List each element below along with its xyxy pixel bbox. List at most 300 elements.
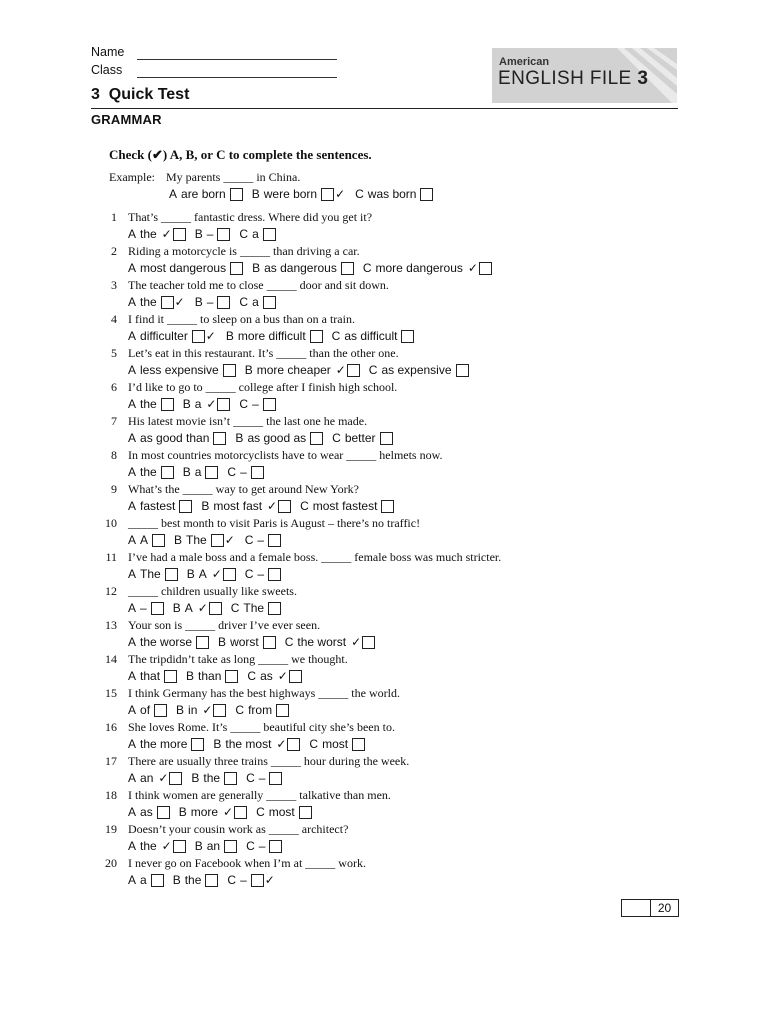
option-a[interactable] bbox=[128, 397, 174, 411]
option-text: as dangerous bbox=[264, 261, 337, 275]
answer-checkbox[interactable] bbox=[321, 188, 334, 201]
answer-checkbox[interactable] bbox=[225, 670, 238, 683]
option-a[interactable] bbox=[169, 187, 243, 201]
option-text: most fast bbox=[213, 499, 263, 513]
question-number: 3 bbox=[111, 278, 117, 292]
option-letter: C bbox=[246, 839, 255, 853]
logo-title-text: ENGLISH FILE bbox=[498, 68, 632, 89]
question-options bbox=[128, 873, 285, 887]
option-letter: B bbox=[251, 187, 260, 201]
option-letter: A bbox=[128, 363, 137, 377]
option-a[interactable] bbox=[128, 363, 236, 377]
option-a[interactable] bbox=[128, 499, 192, 513]
option-c[interactable] bbox=[309, 737, 365, 751]
question-sentence: That’s _____ fantastic dress. Where did you get it? bbox=[128, 210, 373, 224]
option-letter: A bbox=[128, 533, 137, 547]
question-sentence: Riding a motorcycle is _____ than driving a car. bbox=[128, 244, 360, 258]
option-text: most bbox=[322, 737, 349, 751]
option-a[interactable] bbox=[128, 465, 174, 479]
question-number: 9 bbox=[111, 482, 117, 496]
option-c[interactable] bbox=[231, 601, 281, 615]
answer-checkbox[interactable] bbox=[217, 296, 230, 309]
answer-checkbox[interactable] bbox=[420, 188, 433, 201]
answer-checkbox[interactable] bbox=[217, 228, 230, 241]
question-number: 20 bbox=[105, 856, 117, 870]
answer-checkbox[interactable] bbox=[209, 602, 222, 615]
option-letter: B bbox=[172, 601, 181, 615]
option-letter: A bbox=[128, 397, 137, 411]
option-a[interactable] bbox=[128, 805, 170, 819]
option-letter: B bbox=[174, 533, 183, 547]
option-b[interactable] bbox=[252, 187, 346, 201]
question-number: 8 bbox=[111, 448, 117, 462]
option-letter: C bbox=[244, 533, 254, 547]
option-text: – bbox=[240, 873, 247, 887]
option-b[interactable] bbox=[245, 363, 360, 377]
option-letter: C bbox=[239, 227, 249, 241]
logo-subtitle: American bbox=[499, 56, 550, 68]
option-text: a bbox=[252, 295, 259, 309]
score-input[interactable] bbox=[622, 900, 651, 916]
question-options bbox=[128, 635, 384, 649]
question-options bbox=[128, 227, 285, 241]
option-c[interactable] bbox=[369, 363, 469, 377]
answer-checkbox[interactable] bbox=[352, 738, 365, 751]
answer-checkbox[interactable] bbox=[154, 704, 167, 717]
option-b[interactable] bbox=[191, 771, 237, 785]
option-letter: A bbox=[128, 601, 137, 615]
check-mark-icon: ✓ bbox=[202, 703, 213, 717]
check-mark-icon: ✓ bbox=[161, 839, 172, 853]
option-text: were born bbox=[263, 187, 318, 201]
name-label: Name bbox=[91, 45, 125, 59]
option-a[interactable] bbox=[128, 771, 182, 785]
option-letter: A bbox=[128, 873, 137, 887]
question-sentence: His latest movie isn’t _____ the last one he made. bbox=[128, 414, 368, 428]
option-b[interactable] bbox=[195, 295, 231, 309]
option-letter: C bbox=[230, 601, 240, 615]
question-number: 19 bbox=[105, 822, 117, 836]
answer-checkbox[interactable] bbox=[165, 568, 178, 581]
option-letter: B bbox=[252, 261, 261, 275]
answer-checkbox[interactable] bbox=[213, 432, 226, 445]
question-number: 4 bbox=[111, 312, 117, 326]
option-b[interactable] bbox=[173, 873, 219, 887]
answer-checkbox[interactable] bbox=[278, 500, 291, 513]
option-text: was born bbox=[367, 187, 417, 201]
option-a[interactable] bbox=[128, 635, 209, 649]
question-sentence: In most countries motorcyclists have to wear _____ helmets now. bbox=[128, 448, 443, 462]
option-a[interactable] bbox=[128, 431, 226, 445]
option-b[interactable] bbox=[183, 397, 231, 411]
answer-checkbox[interactable] bbox=[213, 704, 226, 717]
option-text: most fastest bbox=[312, 499, 378, 513]
option-letter: A bbox=[128, 703, 137, 717]
answer-checkbox[interactable] bbox=[173, 228, 186, 241]
option-b[interactable] bbox=[186, 669, 238, 683]
question-options bbox=[128, 363, 478, 377]
option-letter: C bbox=[256, 805, 265, 819]
option-letter: A bbox=[128, 227, 137, 241]
option-text: a bbox=[194, 465, 202, 479]
answer-checkbox[interactable] bbox=[268, 602, 281, 615]
option-b[interactable] bbox=[252, 261, 354, 275]
check-mark-icon: ✓ bbox=[206, 397, 217, 411]
option-text: more difficult bbox=[237, 329, 306, 343]
option-a[interactable] bbox=[128, 567, 178, 581]
option-text: the most bbox=[225, 737, 272, 751]
option-letter: C bbox=[227, 873, 237, 887]
option-letter: B bbox=[178, 805, 187, 819]
check-mark-icon: ✓ bbox=[264, 873, 275, 887]
answer-checkbox[interactable] bbox=[310, 432, 323, 445]
check-mark-icon: ✓ bbox=[223, 805, 234, 819]
question-sentence: I’d like to go to _____ college after I finish high school. bbox=[128, 380, 398, 394]
option-b[interactable] bbox=[174, 533, 236, 547]
option-c[interactable] bbox=[227, 873, 275, 887]
option-c[interactable] bbox=[246, 771, 282, 785]
option-text: the bbox=[140, 839, 157, 853]
option-letter: B bbox=[213, 737, 222, 751]
answer-checkbox[interactable] bbox=[276, 704, 289, 717]
question-sentence: She loves Rome. It’s _____ beautiful city she’s been to. bbox=[128, 720, 395, 734]
option-text: of bbox=[140, 703, 151, 717]
question-options bbox=[128, 601, 290, 615]
option-a[interactable] bbox=[128, 227, 186, 241]
question-number: 11 bbox=[105, 550, 117, 564]
option-text: – bbox=[140, 601, 147, 615]
answer-checkbox[interactable] bbox=[347, 364, 360, 377]
option-letter: C bbox=[244, 567, 254, 581]
option-text: A bbox=[184, 601, 193, 615]
option-text: the bbox=[203, 771, 221, 785]
option-c[interactable] bbox=[256, 805, 312, 819]
option-text: most dangerous bbox=[140, 261, 227, 275]
option-c[interactable] bbox=[235, 703, 289, 717]
answer-checkbox[interactable] bbox=[269, 840, 282, 853]
option-letter: C bbox=[355, 187, 364, 201]
check-mark-icon: ✓ bbox=[276, 737, 287, 751]
answer-checkbox[interactable] bbox=[230, 188, 243, 201]
option-c[interactable] bbox=[332, 329, 415, 343]
answer-checkbox[interactable] bbox=[152, 534, 165, 547]
question-number: 18 bbox=[105, 788, 117, 802]
answer-checkbox[interactable] bbox=[169, 772, 182, 785]
option-text: – bbox=[258, 839, 266, 853]
option-b[interactable] bbox=[226, 329, 323, 343]
answer-checkbox[interactable] bbox=[269, 772, 282, 785]
option-letter: C bbox=[235, 703, 245, 717]
option-text: in bbox=[188, 703, 198, 717]
option-text: – bbox=[240, 465, 247, 479]
question-sentence: There are usually three trains _____ hour during the week. bbox=[128, 754, 410, 768]
answer-checkbox[interactable] bbox=[251, 874, 264, 887]
option-c[interactable] bbox=[245, 567, 281, 581]
answer-checkbox[interactable] bbox=[263, 398, 276, 411]
answer-checkbox[interactable] bbox=[205, 874, 218, 887]
answer-checkbox[interactable] bbox=[151, 874, 164, 887]
option-c[interactable] bbox=[355, 187, 433, 201]
option-letter: A bbox=[128, 261, 137, 275]
option-text: as expensive bbox=[381, 363, 452, 377]
option-text: the bbox=[140, 295, 157, 309]
question-sentence: What’s the _____ way to get around New York? bbox=[128, 482, 359, 496]
question-number: 14 bbox=[105, 652, 117, 666]
option-letter: B bbox=[182, 397, 191, 411]
answer-checkbox[interactable] bbox=[381, 500, 394, 513]
option-a[interactable] bbox=[128, 703, 167, 717]
name-field[interactable] bbox=[137, 59, 337, 60]
option-a[interactable] bbox=[128, 873, 164, 887]
check-mark-icon: ✓ bbox=[335, 363, 346, 377]
option-letter: B bbox=[194, 839, 203, 853]
option-a[interactable] bbox=[128, 533, 165, 547]
question-options bbox=[128, 465, 273, 479]
question-options bbox=[128, 431, 402, 445]
question-sentence: I think Germany has the best highways _____ the world. bbox=[128, 686, 400, 700]
option-letter: A bbox=[128, 567, 137, 581]
option-b[interactable] bbox=[179, 805, 247, 819]
answer-checkbox[interactable] bbox=[217, 398, 230, 411]
answer-checkbox[interactable] bbox=[157, 806, 170, 819]
option-letter: B bbox=[201, 499, 210, 513]
option-a[interactable] bbox=[128, 839, 186, 853]
question-sentence: Let’s eat in this restaurant. It’s _____ than the other one. bbox=[128, 346, 399, 360]
answer-checkbox[interactable] bbox=[205, 466, 218, 479]
option-letter: B bbox=[182, 465, 191, 479]
option-c[interactable] bbox=[239, 227, 275, 241]
answer-checkbox[interactable] bbox=[380, 432, 393, 445]
answer-checkbox[interactable] bbox=[223, 568, 236, 581]
option-text: as bbox=[140, 805, 153, 819]
logo-level-number: 3 bbox=[637, 68, 649, 89]
instructions: Check (✔) A, B, or C to complete the sentences. bbox=[109, 147, 372, 162]
option-b[interactable] bbox=[213, 737, 300, 751]
class-label: Class bbox=[91, 63, 123, 77]
option-text: as bbox=[260, 669, 273, 683]
option-letter: C bbox=[300, 499, 309, 513]
answer-checkbox[interactable] bbox=[479, 262, 492, 275]
answer-checkbox[interactable] bbox=[173, 840, 186, 853]
option-text: an bbox=[140, 771, 154, 785]
option-letter: C bbox=[246, 771, 255, 785]
answer-checkbox[interactable] bbox=[289, 670, 302, 683]
american-english-file-logo bbox=[492, 48, 677, 103]
check-mark-icon: ✓ bbox=[277, 669, 288, 683]
answer-checkbox[interactable] bbox=[161, 466, 174, 479]
answer-checkbox[interactable] bbox=[251, 466, 264, 479]
option-text: more bbox=[190, 805, 219, 819]
page-title: 3 Quick Test bbox=[91, 86, 190, 103]
answer-checkbox[interactable] bbox=[151, 602, 164, 615]
question-options bbox=[128, 397, 285, 411]
answer-checkbox[interactable] bbox=[191, 738, 204, 751]
option-b[interactable] bbox=[195, 839, 237, 853]
question-number: 16 bbox=[105, 720, 117, 734]
answer-checkbox[interactable] bbox=[287, 738, 300, 751]
option-letter: C bbox=[239, 397, 249, 411]
option-a[interactable] bbox=[128, 737, 204, 751]
answer-checkbox[interactable] bbox=[196, 636, 209, 649]
question-number: 7 bbox=[111, 414, 117, 428]
option-text: – bbox=[252, 397, 259, 411]
question-number: 1 bbox=[111, 210, 117, 224]
option-c[interactable] bbox=[285, 635, 375, 649]
answer-checkbox[interactable] bbox=[268, 534, 281, 547]
check-mark-icon: ✓ bbox=[161, 227, 172, 241]
option-a[interactable] bbox=[128, 329, 217, 343]
answer-checkbox[interactable] bbox=[362, 636, 375, 649]
option-a[interactable] bbox=[128, 295, 186, 309]
option-letter: C bbox=[227, 465, 237, 479]
option-text: are born bbox=[181, 187, 226, 201]
option-text: the bbox=[140, 227, 157, 241]
option-a[interactable] bbox=[128, 261, 243, 275]
question-sentence: Doesn’t your cousin work as _____ architect? bbox=[128, 822, 349, 836]
option-text: as good than bbox=[140, 431, 210, 445]
answer-checkbox[interactable] bbox=[299, 806, 312, 819]
option-text: A bbox=[198, 567, 207, 581]
answer-checkbox[interactable] bbox=[223, 364, 236, 377]
option-letter: C bbox=[362, 261, 372, 275]
question-sentence: I’ve had a male boss and a female boss. _____ female boss was much stricter. bbox=[128, 550, 502, 564]
class-field[interactable] bbox=[137, 77, 337, 78]
option-text: as good as bbox=[247, 431, 307, 445]
answer-checkbox[interactable] bbox=[263, 228, 276, 241]
answer-checkbox[interactable] bbox=[268, 568, 281, 581]
answer-checkbox[interactable] bbox=[224, 772, 237, 785]
answer-checkbox[interactable] bbox=[164, 670, 177, 683]
check-mark-icon: ✓ bbox=[267, 499, 278, 513]
option-text: the worst bbox=[297, 635, 347, 649]
option-b[interactable] bbox=[195, 227, 231, 241]
option-letter: B bbox=[186, 669, 195, 683]
option-text: as difficult bbox=[344, 329, 398, 343]
option-text: the worse bbox=[140, 635, 193, 649]
option-b[interactable] bbox=[187, 567, 236, 581]
answer-checkbox[interactable] bbox=[179, 500, 192, 513]
example-options bbox=[169, 187, 442, 201]
answer-checkbox[interactable] bbox=[211, 534, 224, 547]
check-mark-icon: ✓ bbox=[174, 295, 185, 309]
option-a[interactable] bbox=[128, 669, 177, 683]
option-text: The bbox=[186, 533, 207, 547]
option-letter: A bbox=[128, 805, 137, 819]
option-text: worst bbox=[230, 635, 259, 649]
option-c[interactable] bbox=[247, 669, 301, 683]
answer-checkbox[interactable] bbox=[234, 806, 247, 819]
option-letter: B bbox=[218, 635, 227, 649]
answer-checkbox[interactable] bbox=[341, 262, 354, 275]
option-text: difficulter bbox=[140, 329, 188, 343]
question-sentence: I never go on Facebook when I’m at _____ work. bbox=[128, 856, 366, 870]
option-text: most bbox=[268, 805, 295, 819]
option-text: a bbox=[252, 227, 259, 241]
check-mark-icon: ✓ bbox=[224, 533, 235, 547]
option-a[interactable] bbox=[128, 601, 164, 615]
question-options bbox=[128, 261, 501, 275]
option-c[interactable] bbox=[227, 465, 263, 479]
option-letter: A bbox=[128, 839, 137, 853]
option-text: better bbox=[344, 431, 376, 445]
option-letter: A bbox=[128, 669, 137, 683]
option-text: The bbox=[243, 601, 265, 615]
question-sentence: The teacher told me to close _____ door and sit down. bbox=[128, 278, 389, 292]
option-c[interactable] bbox=[363, 261, 492, 275]
check-mark-icon: ✓ bbox=[335, 187, 346, 201]
option-b[interactable] bbox=[183, 465, 219, 479]
answer-checkbox[interactable] bbox=[456, 364, 469, 377]
option-letter: C bbox=[332, 431, 341, 445]
option-b[interactable] bbox=[201, 499, 291, 513]
option-b[interactable] bbox=[218, 635, 276, 649]
option-c[interactable] bbox=[300, 499, 394, 513]
option-c[interactable] bbox=[239, 397, 275, 411]
option-letter: B bbox=[235, 431, 244, 445]
question-options bbox=[128, 703, 298, 717]
header-divider bbox=[91, 108, 678, 109]
option-text: that bbox=[140, 669, 161, 683]
option-letter: C bbox=[331, 329, 341, 343]
option-letter: C bbox=[309, 737, 319, 751]
option-c[interactable] bbox=[239, 295, 275, 309]
answer-checkbox[interactable] bbox=[310, 330, 323, 343]
option-text: A bbox=[140, 533, 149, 547]
option-letter: C bbox=[239, 295, 249, 309]
option-text: – bbox=[206, 295, 214, 309]
option-b[interactable] bbox=[235, 431, 323, 445]
answer-checkbox[interactable] bbox=[192, 330, 205, 343]
option-b[interactable] bbox=[176, 703, 226, 717]
answer-checkbox[interactable] bbox=[224, 840, 237, 853]
answer-checkbox[interactable] bbox=[401, 330, 414, 343]
option-c[interactable] bbox=[246, 839, 282, 853]
option-text: less expensive bbox=[140, 363, 219, 377]
option-text: the bbox=[140, 397, 157, 411]
answer-checkbox[interactable] bbox=[263, 296, 276, 309]
answer-checkbox[interactable] bbox=[230, 262, 243, 275]
question-options bbox=[128, 737, 374, 751]
check-mark-icon: ✓ bbox=[211, 567, 222, 581]
option-c[interactable] bbox=[332, 431, 392, 445]
option-letter: A bbox=[128, 295, 137, 309]
option-text: the bbox=[140, 465, 157, 479]
option-letter: B bbox=[191, 771, 200, 785]
question-sentence: I think women are generally _____ talkative than men. bbox=[128, 788, 391, 802]
answer-checkbox[interactable] bbox=[161, 398, 174, 411]
answer-checkbox[interactable] bbox=[263, 636, 276, 649]
option-c[interactable] bbox=[245, 533, 281, 547]
question-options bbox=[128, 329, 423, 343]
option-text: more cheaper bbox=[256, 363, 331, 377]
option-b[interactable] bbox=[173, 601, 222, 615]
option-text: – bbox=[257, 533, 265, 547]
logo-title bbox=[498, 68, 648, 90]
question-number: 6 bbox=[111, 380, 117, 394]
check-mark-icon: ✓ bbox=[351, 635, 362, 649]
question-sentence: The tripdidn’t take as long _____ we thought. bbox=[128, 652, 348, 666]
question-options bbox=[128, 669, 311, 683]
option-letter: A bbox=[128, 635, 137, 649]
question-number: 13 bbox=[105, 618, 117, 632]
option-letter: B bbox=[194, 295, 203, 309]
answer-checkbox[interactable] bbox=[161, 296, 174, 309]
option-letter: B bbox=[176, 703, 185, 717]
question-options bbox=[128, 805, 321, 819]
question-number: 5 bbox=[111, 346, 117, 360]
question-sentence: _____ children usually like sweets. bbox=[128, 584, 297, 598]
question-options bbox=[128, 499, 403, 513]
